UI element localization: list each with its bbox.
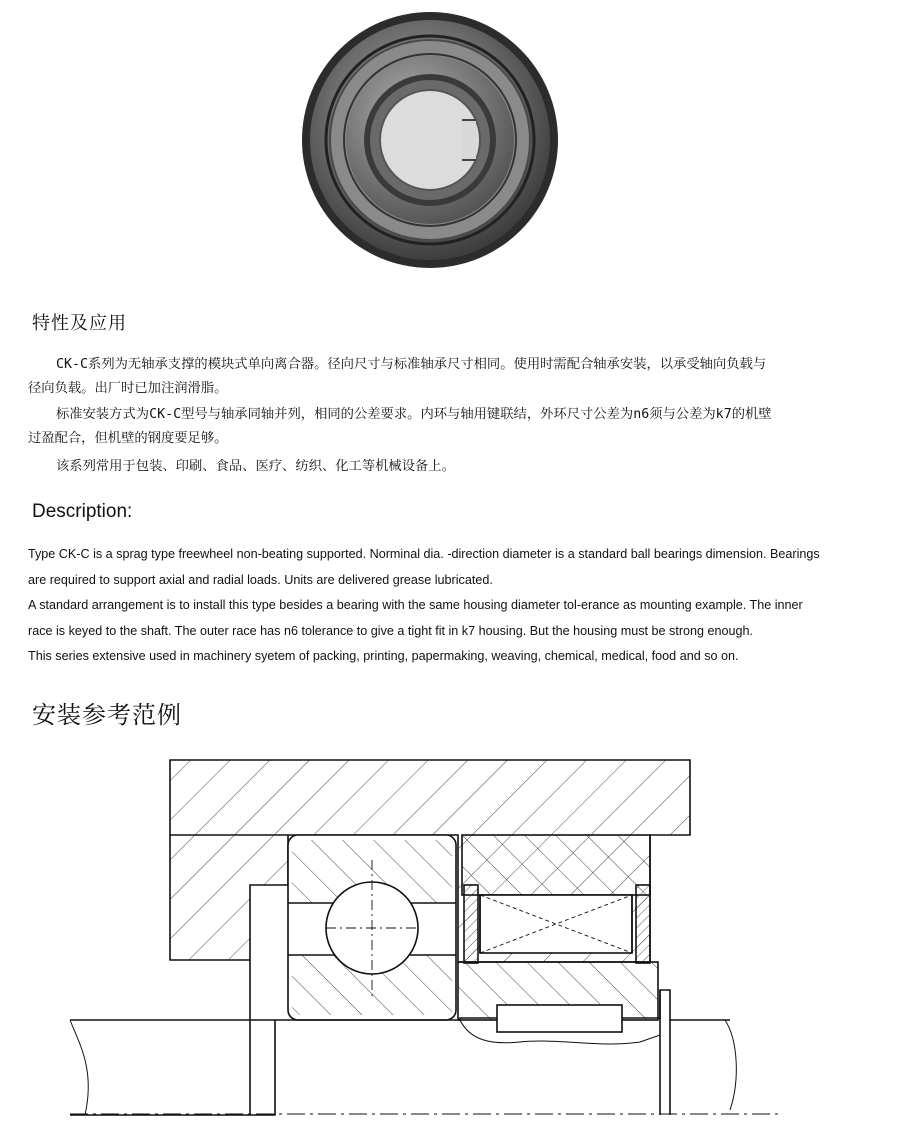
- features-p2-line1: 标准安装方式为CK-C型号与轴承同轴并列，相同的公差要求。内环与轴用键联结，外环尺寸公差为n6须与公差为k7的机壁: [56, 407, 772, 422]
- description-line-1: Type CK-C is a sprag type freewheel non-beating supported. Norminal dia. -direction diameter is a standard ball bearings dimension. Bearings: [28, 547, 820, 561]
- features-paragraph-2: [28, 403, 876, 451]
- features-heading: 特性及应用: [32, 313, 127, 334]
- shaft-key: [497, 1005, 622, 1032]
- features-paragraph-3: [28, 455, 876, 479]
- installation-heading: 安装参考范例: [32, 701, 182, 729]
- description-line-2: are required to support axial and radial loads. Units are delivered grease lubricated.: [28, 572, 493, 587]
- features-p3-line1: 该系列常用于包装、印刷、食品、医疗、纺织、化工等机械设备上。: [56, 459, 455, 474]
- features-paragraph-1: [28, 353, 876, 401]
- description-line-3: A standard arrangement is to install this type besides a bearing with the same housing diameter tol-erance as mounting example. The inner: [28, 598, 803, 612]
- description-line-4: race is keyed to the shaft. The outer race has n6 tolerance to give a tight fit in k7 housing. But the housing must be strong enough.: [28, 623, 754, 638]
- description-line-5: This series extensive used in machinery syetem of packing, printing, papermaking, weaving, chemical, medical, food and so on.: [28, 649, 739, 663]
- clutch-outer-ring: [462, 835, 650, 895]
- bearing-photo: [300, 0, 560, 282]
- features-p1-line1: CK-C系列为无轴承支撑的模块式单向离合器。径向尺寸与标准轴承尺寸相同。使用时需配合轴承安装，以承受轴向负载与: [56, 357, 767, 372]
- description-paragraph-1: [28, 542, 878, 670]
- features-p2-line2: 过盈配合，但机壁的钢度要足够。: [28, 431, 228, 446]
- shaft: [70, 1020, 275, 1115]
- description-heading: Description:: [32, 501, 133, 522]
- features-p1-line2: 径向负载。出厂时已加注润滑脂。: [28, 381, 228, 396]
- installation-drawing: [60, 748, 790, 1132]
